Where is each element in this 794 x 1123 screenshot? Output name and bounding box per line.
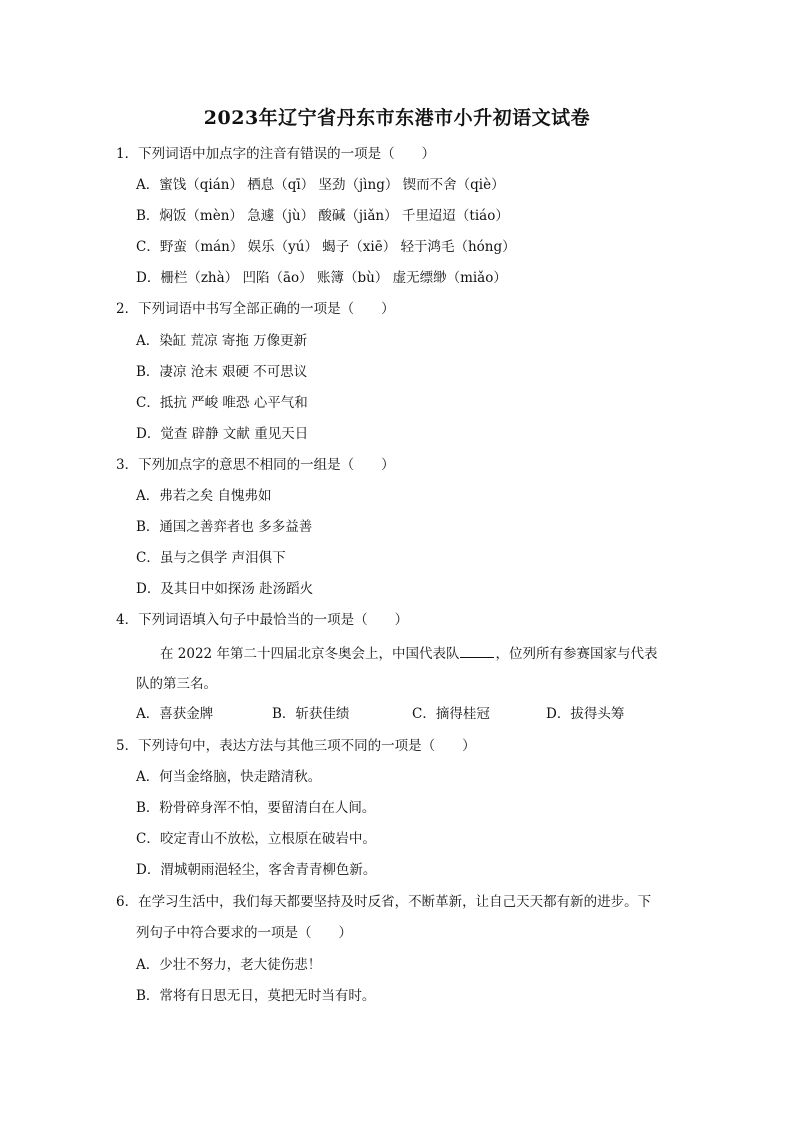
question-4-passage-line2: 队的第三名。 (136, 676, 217, 692)
question-1-option-a: A．蜜饯（qián） 栖息（qī） 坚劲（jìng） 锲而不舍（qiè） (136, 177, 505, 193)
question-4-option-c: C．摘得桂冠 (412, 706, 490, 722)
question-6-option-b: B．常将有日思无日，莫把无时当有时。 (136, 988, 376, 1004)
question-3-option-a: A．弗若之矣 自愧弗如 (136, 488, 272, 504)
question-3-stem: 3．下列加点字的意思不相同的一组是（ ） (116, 457, 395, 473)
question-1-option-d: D．栅栏（zhà） 凹陷（āo） 账簿（bù） 虚无缥缈（miǎo） (136, 270, 507, 286)
question-4-option-d: D．拔得头筹 (546, 706, 625, 722)
question-4-option-a: A．喜获金牌 (136, 706, 214, 722)
question-5-option-a: A．何当金络脑，快走踏清秋。 (136, 769, 322, 785)
question-2-option-d: D．觉查 辟静 文献 重见天日 (136, 426, 309, 442)
question-2-option-a: A．染缸 荒凉 寄拖 万像更新 (136, 333, 308, 349)
question-1-option-c: C．野蛮（mán） 娱乐（yú） 蝎子（xiē） 轻于鸿毛（hóng） (136, 239, 516, 255)
question-3-option-b: B．通国之善弈者也 多多益善 (136, 519, 313, 535)
question-5-option-d: D．渭城朝雨浥轻尘，客舍青青柳色新。 (136, 862, 377, 878)
passage-text-before: 在 2022 年第二十四届北京冬奥会上，中国代表队 (160, 646, 460, 662)
question-1-stem: 1．下列词语中加点字的注音有错误的一项是（ ） (116, 146, 436, 162)
fill-blank (460, 643, 494, 658)
question-4-option-b: B．斩获佳绩 (272, 706, 350, 722)
question-5-stem: 5．下列诗句中，表达方法与其他三项不同的一项是（ ） (116, 738, 476, 754)
passage-text-after: ，位列所有参赛国家与代表 (495, 646, 658, 662)
question-6-stem-line2: 列句子中符合要求的一项是（ ） (136, 925, 352, 941)
question-3-option-c: C．虽与之俱学 声泪俱下 (136, 550, 286, 566)
question-5-option-b: B．粉骨碎身浑不怕，要留清白在人间。 (136, 800, 376, 816)
question-2-option-c: C．抵抗 严峻 唯恐 心平气和 (136, 395, 308, 411)
question-6-stem: 6．在学习生活中，我们每天都要坚持及时反省，不断革新，让自己天天都有新的进步。下 (116, 894, 652, 910)
question-4-stem: 4．下列词语填入句子中最恰当的一项是（ ） (116, 612, 409, 628)
page-title: 2023年辽宁省丹东市东港市小升初语文试卷 (203, 107, 591, 129)
question-1-option-b: B．焖饭（mèn） 急遽（jù） 酸碱（jiǎn） 千里迢迢（tiáo） (136, 208, 509, 224)
question-4-passage (160, 643, 657, 664)
question-3-option-d: D．及其日中如探汤 赴汤蹈火 (136, 581, 314, 597)
question-6-option-a: A．少壮不努力，老大徒伤悲！ (136, 957, 322, 973)
question-2-option-b: B．凄凉 沧末 艰硬 不可思议 (136, 364, 308, 380)
question-5-option-c: C．咬定青山不放松，立根原在破岩中。 (136, 831, 376, 847)
question-2-stem: 2．下列词语中书写全部正确的一项是（ ） (116, 301, 395, 317)
